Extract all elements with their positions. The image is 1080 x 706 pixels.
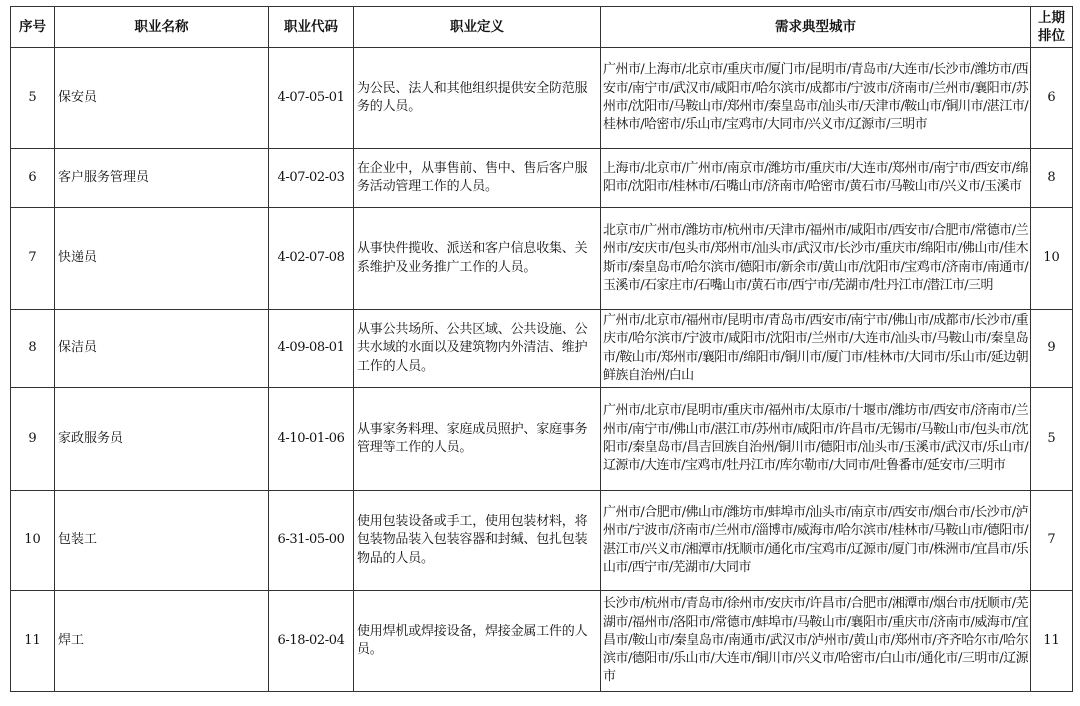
header-seq: 序号: [11, 7, 55, 48]
cell-seq: 11: [11, 591, 55, 692]
cell-previous-rank: 9: [1031, 310, 1073, 388]
cell-occupation-definition: 为公民、法人和其他组织提供安全防范服务的人员。: [354, 48, 601, 149]
cell-typical-cities: 广州市/合肥市/佛山市/潍坊市/蚌埠市/汕头市/南京市/西安市/烟台市/长沙市/泸州市/宁波市/济南市/兰州市/淄博市/威海市/哈尔滨市/桂林市/马鞍山市/德阳市/湛江市/兴义市/湘潭市/抚顺市/通化市/宝鸡市/辽源市/厦门市/株洲市/宜昌市/乐山市/西宁市/芜湖市/大同市: [601, 491, 1031, 591]
cell-seq: 7: [11, 208, 55, 310]
cell-occupation-name: 保安员: [55, 48, 269, 149]
header-occupation-name: 职业名称: [55, 7, 269, 48]
cell-typical-cities: 广州市/北京市/昆明市/重庆市/福州市/太原市/十堰市/潍坊市/西安市/济南市/兰州市/南宁市/佛山市/湛江市/苏州市/咸阳市/许昌市/无锡市/马鞍山市/包头市/沈阳市/秦皇岛市/昌吉回族自治州/铜川市/德阳市/汕头市/玉溪市/武汉市/乐山市/辽源市/大连市/宝鸡市/牡丹江市/库尔勒市/大同市/吐鲁番市/延安市/三明市: [601, 388, 1031, 491]
cell-previous-rank: 7: [1031, 491, 1073, 591]
cell-occupation-definition: 从事快件揽收、派送和客户信息收集、关系维护及业务推广工作的人员。: [354, 208, 601, 310]
cell-seq: 6: [11, 149, 55, 208]
cell-occupation-code: 6-31-05-00: [269, 491, 354, 591]
cell-typical-cities: 北京市/广州市/潍坊市/杭州市/天津市/福州市/咸阳市/西安市/合肥市/常德市/兰州市/安庆市/包头市/郑州市/汕头市/武汉市/长沙市/重庆市/绵阳市/佛山市/佳木斯市/秦皇岛市/哈尔滨市/德阳市/新余市/黄山市/沈阳市/宝鸡市/济南市/南通市/玉溪市/石家庄市/石嘴山市/黄石市/西宁市/芜湖市/牡丹江市/潜江市/三明: [601, 208, 1031, 310]
cell-typical-cities: 广州市/上海市/北京市/重庆市/厦门市/昆明市/青岛市/大连市/长沙市/潍坊市/西安市/南宁市/武汉市/咸阳市/哈尔滨市/成都市/宁波市/济南市/兰州市/襄阳市/苏州市/沈阳市/马鞍山市/郑州市/秦皇岛市/汕头市/天津市/鞍山市/铜川市/湛江市/桂林市/哈密市/乐山市/宝鸡市/大同市/兴义市/辽源市/三明市: [601, 48, 1031, 149]
table-row: [11, 491, 1073, 591]
cell-occupation-name: 包装工: [55, 491, 269, 591]
table-row: [11, 48, 1073, 149]
cell-typical-cities: 上海市/北京市/广州市/南京市/潍坊市/重庆市/大连市/郑州市/南宁市/西安市/绵阳市/沈阳市/桂林市/石嘴山市/济南市/哈密市/黄石市/马鞍山市/兴义市/玉溪市: [601, 149, 1031, 208]
cell-occupation-definition: 使用焊机或焊接设备，焊接金属工件的人员。: [354, 591, 601, 692]
header-previous-rank: 上期排位: [1031, 7, 1073, 48]
table-header-row: [11, 7, 1073, 48]
header-occupation-definition: 职业定义: [354, 7, 601, 48]
cell-occupation-code: 4-07-02-03: [269, 149, 354, 208]
table-row: [11, 149, 1073, 208]
cell-occupation-definition: 使用包装设备或手工，使用包装材料，将包装物品装入包装容器和封缄、包扎包装物品的人员。: [354, 491, 601, 591]
cell-typical-cities: 长沙市/杭州市/青岛市/徐州市/安庆市/许昌市/合肥市/湘潭市/烟台市/抚顺市/芜湖市/福州市/洛阳市/常德市/蚌埠市/马鞍山市/襄阳市/重庆市/济南市/威海市/宜昌市/鞍山市/秦皇岛市/南通市/武汉市/泸州市/黄山市/郑州市/齐齐哈尔市/哈尔滨市/德阳市/乐山市/大连市/铜川市/兴义市/哈密市/白山市/通化市/三明市/辽源市: [601, 591, 1031, 692]
header-occupation-code: 职业代码: [269, 7, 354, 48]
cell-previous-rank: 5: [1031, 388, 1073, 491]
cell-occupation-code: 4-10-01-06: [269, 388, 354, 491]
occupation-demand-table: [10, 6, 1073, 692]
cell-occupation-definition: 在企业中，从事售前、售中、售后客户服务活动管理工作的人员。: [354, 149, 601, 208]
cell-occupation-code: 6-18-02-04: [269, 591, 354, 692]
cell-occupation-definition: 从事家务料理、家庭成员照护、家庭事务管理等工作的人员。: [354, 388, 601, 491]
cell-typical-cities: 广州市/北京市/福州市/昆明市/青岛市/西安市/南宁市/佛山市/成都市/长沙市/重庆市/哈尔滨市/宁波市/咸阳市/沈阳市/兰州市/大连市/汕头市/马鞍山市/秦皇岛市/鞍山市/郑州市/襄阳市/绵阳市/铜川市/厦门市/桂林市/大同市/乐山市/延边朝鲜族自治州/白山: [601, 310, 1031, 388]
cell-occupation-code: 4-09-08-01: [269, 310, 354, 388]
cell-previous-rank: 6: [1031, 48, 1073, 149]
table-row: [11, 208, 1073, 310]
table-row: [11, 388, 1073, 491]
occupation-table-page: [10, 6, 1072, 692]
table-row: [11, 591, 1073, 692]
cell-occupation-code: 4-02-07-08: [269, 208, 354, 310]
cell-occupation-name: 家政服务员: [55, 388, 269, 491]
cell-previous-rank: 8: [1031, 149, 1073, 208]
table-row: [11, 310, 1073, 388]
cell-previous-rank: 10: [1031, 208, 1073, 310]
cell-occupation-definition: 从事公共场所、公共区域、公共设施、公共水域的水面以及建筑物内外清洁、维护工作的人员。: [354, 310, 601, 388]
cell-seq: 10: [11, 491, 55, 591]
cell-seq: 9: [11, 388, 55, 491]
header-typical-cities: 需求典型城市: [601, 7, 1031, 48]
cell-occupation-name: 保洁员: [55, 310, 269, 388]
cell-occupation-name: 快递员: [55, 208, 269, 310]
cell-previous-rank: 11: [1031, 591, 1073, 692]
cell-occupation-code: 4-07-05-01: [269, 48, 354, 149]
cell-seq: 5: [11, 48, 55, 149]
cell-occupation-name: 客户服务管理员: [55, 149, 269, 208]
cell-occupation-name: 焊工: [55, 591, 269, 692]
cell-seq: 8: [11, 310, 55, 388]
